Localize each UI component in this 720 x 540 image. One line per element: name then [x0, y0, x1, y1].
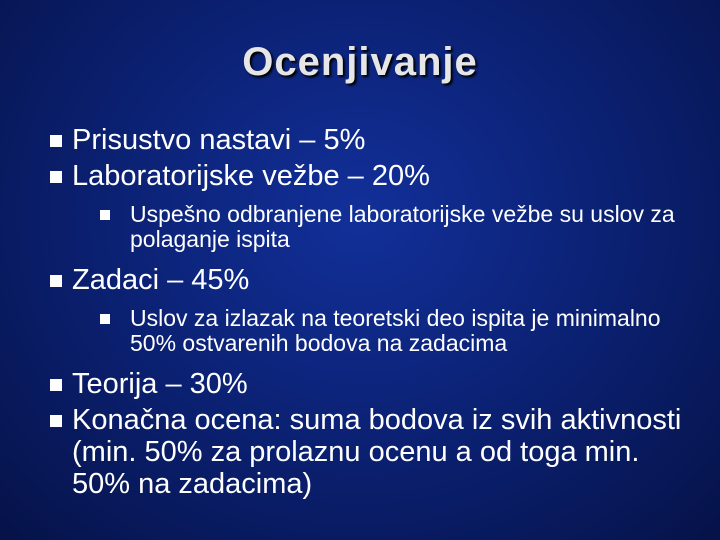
- list-item-text: Konačna ocena: suma bodova iz svih aktivnosti (min. 50% za prolaznu ocenu a od toga min. 50% na zadacima): [72, 404, 682, 500]
- sub-list-item-text: Uspešno odbranjene laboratorijske vežbe su uslov za polaganje ispita: [130, 201, 675, 252]
- sub-list-item-text: Uslov za izlazak na teoretski deo ispita je minimalno 50% ostvarenih bodova na zadacima: [130, 305, 661, 356]
- square-bullet-icon: [100, 210, 110, 220]
- square-bullet-icon: [50, 171, 62, 183]
- square-bullet-icon: [50, 275, 62, 287]
- list-item: [50, 124, 690, 156]
- bullet-list: [50, 124, 690, 504]
- list-item: [50, 160, 690, 192]
- list-item-text: Zadaci – 45%: [72, 264, 250, 296]
- list-item: [50, 368, 690, 400]
- list-item-text: Teorija – 30%: [72, 368, 248, 400]
- square-bullet-icon: [50, 135, 62, 147]
- slide-title: Ocenjivanje: [242, 40, 478, 84]
- sub-list-item: [80, 202, 690, 252]
- list-item-text: Prisustvo nastavi – 5%: [72, 124, 366, 156]
- square-bullet-icon: [50, 379, 62, 391]
- list-item-text: Laboratorijske vežbe – 20%: [72, 160, 430, 192]
- sub-list-item: [80, 306, 690, 356]
- list-item: [50, 264, 690, 296]
- square-bullet-icon: [100, 314, 110, 324]
- list-item: [50, 404, 690, 500]
- square-bullet-icon: [50, 415, 62, 427]
